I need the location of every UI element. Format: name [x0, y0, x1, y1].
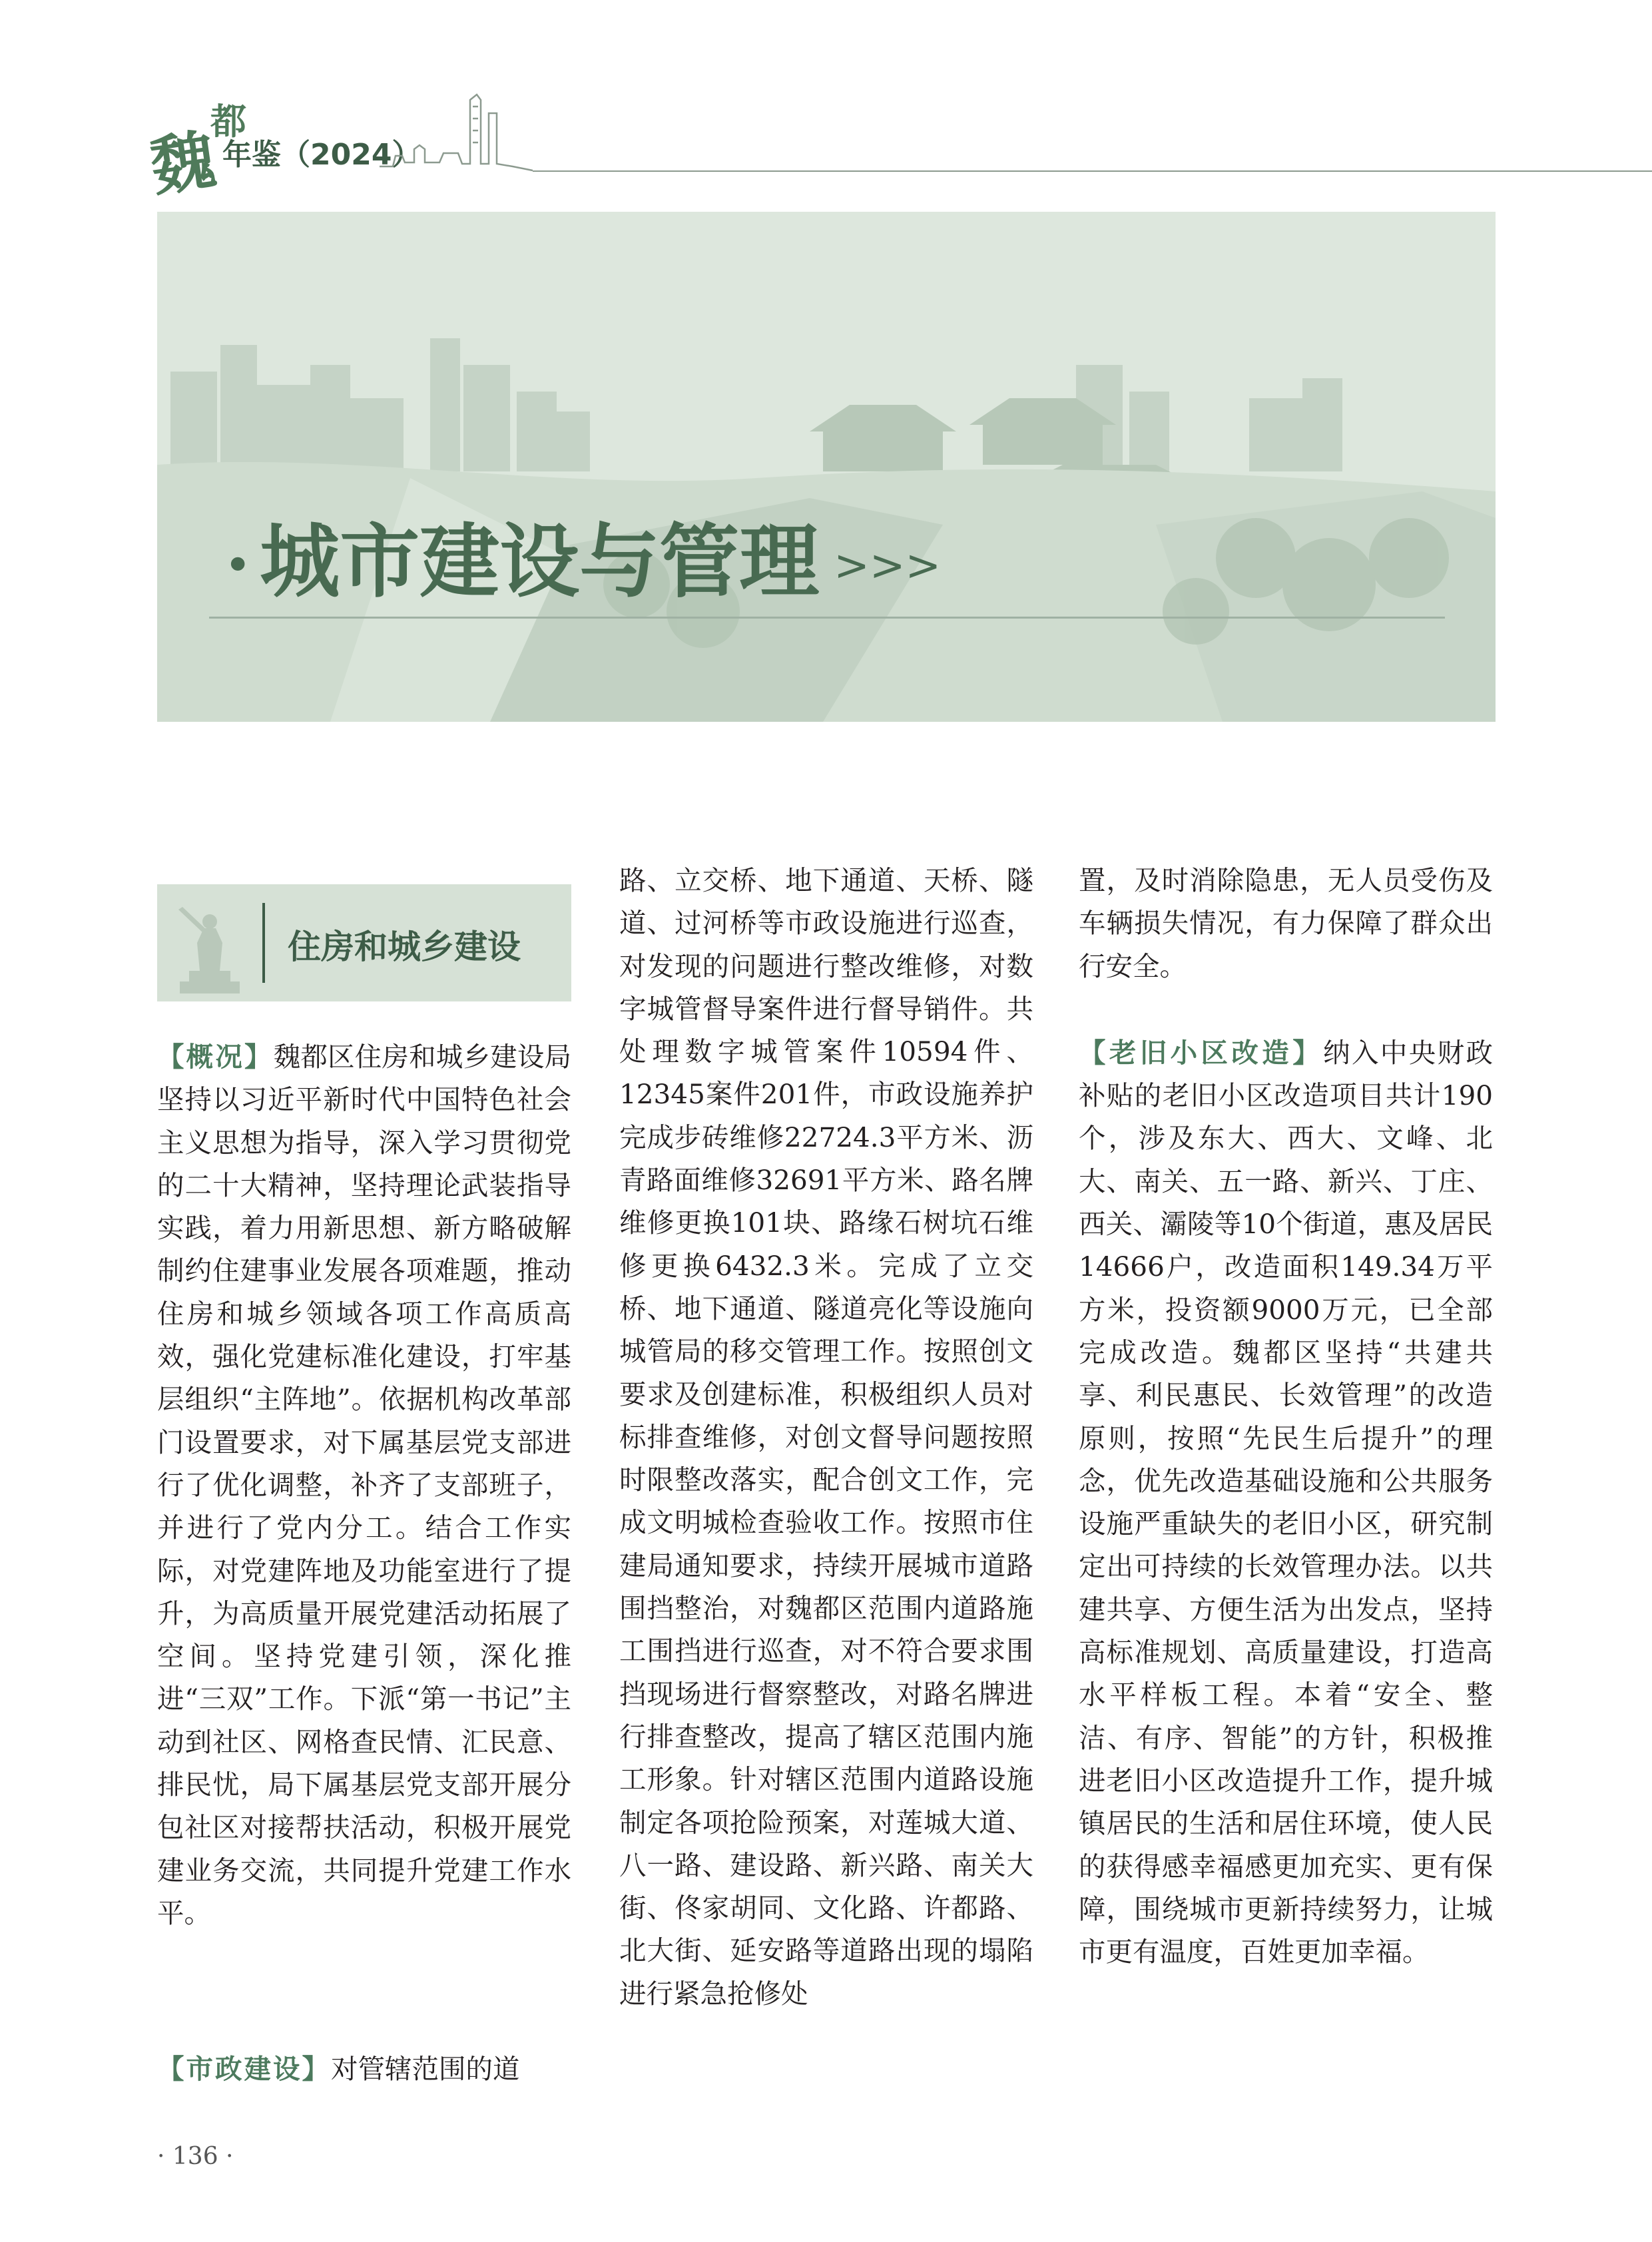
article-keyword-municipal: 【市政建设】 — [157, 2053, 331, 2085]
chapter-title-text: 城市建设与管理 — [260, 515, 820, 609]
section-title: 住房和城乡建设 — [288, 928, 521, 966]
chevrons-icon: >>> — [834, 541, 942, 591]
article-municipal-cont — [619, 859, 1033, 2015]
yearbook-title: 年鉴（2024） — [222, 138, 421, 172]
chapter-banner — [157, 212, 1496, 722]
page-number: · 136 · — [157, 2143, 234, 2170]
article-overview — [157, 1035, 571, 1934]
yearbook-logo-char-du: 都 — [210, 100, 246, 142]
article-old-community — [1079, 1031, 1493, 1974]
article-text-municipal-part3: 置，及时消除隐患，无人员受伤及车辆损失情况，有力保障了群众出行安全。 — [1079, 864, 1493, 982]
column-2 — [619, 859, 1033, 2015]
heading-divider — [262, 903, 265, 983]
column-1 — [157, 1035, 571, 1934]
title-bullet: · — [225, 521, 251, 607]
section-heading-box — [157, 884, 571, 1001]
header-rule — [533, 170, 1652, 172]
article-text-municipal-part2: 路、立交桥、地下通道、天桥、隧道、过河桥等市政设施进行巡查，对发现的问题进行整改维修，对数字城管督导案件进行督导销件。共处理数字城管案件10594件、12345案件201件，市政设施养护完成步砖维修22724.3平方米、沥青路面维修32691平方米、路名牌维修更换101块、路缘石树坑石维修更换6432.3米。完成了立交桥、地下通道、隧道亮化等设施向城管局的移交管理工作。按照创文要求及创建标准，积极组织人员对标排查维修，对创文督导问题按照时限整改落实，配合创文工作，完成文明城检查验收工作。按照市住建局通知要求，持续开展城市道路围挡整治，对魏都区范围内道路施工围挡进行巡查，对不符合要求围挡现场进行督察整改，对路名牌进行排查整改，提高了辖区范围内施工形象。针对辖区范围内道路设施制定各项抢险预案，对莲城大道、八一路、建设路、新兴路、南关大街、佟家胡同、文化路、许都路、北大街、延安路等道路出现的塌陷进行紧急抢修处 — [619, 864, 1033, 2010]
article-keyword-old-community: 【老旧小区改造】 — [1079, 1036, 1324, 1069]
chapter-title — [225, 498, 941, 613]
city-landscape-image — [157, 212, 1496, 722]
article-text-municipal-part1: 对管辖范围的道 — [331, 2053, 520, 2085]
article-municipal-start — [157, 2048, 571, 2090]
banner-rule — [209, 617, 1445, 619]
column-3 — [1079, 859, 1493, 1973]
statue-icon — [166, 896, 253, 996]
article-municipal-end — [1079, 859, 1493, 987]
skyline-icon — [380, 87, 539, 173]
article-keyword-overview: 【概况】 — [157, 1041, 274, 1073]
column-1-continued — [157, 2048, 571, 2090]
article-text-overview: 魏都区住房和城乡建设局坚持以习近平新时代中国特色社会主义思想为指导，深入学习贯彻党的二十大精神，坚持理论武装指导实践，着力用新思想、新方略破解制约住建事业发展各项难题，推动住房和城乡领域各项工作高质高效，强化党建标准化建设，打牢基层组织“主阵地”。依据机构改革部门设置要求，对下属基层党支部进行了优化调整，补齐了支部班子，并进行了党内分工。结合工作实际，对党建阵地及功能室进行了提升，为高质量开展党建活动拓展了空间。坚持党建引领，深化推进“三双”工作。下派“第一书记”主动到社区、网格查民情、汇民意、排民忧，局下属基层党支部开展分包社区对接帮扶活动，积极开展党建业务交流，共同提升党建工作水平。 — [157, 1041, 572, 1929]
article-text-old-community: 纳入中央财政补贴的老旧小区改造项目共计190个，涉及东大、西大、文峰、北大、南关、五一路、新兴、丁庄、西关、灞陵等10个街道，惠及居民14666户，改造面积149.34万平方米，投资额9000万元，已全部完成改造。魏都区坚持“共建共享、利民惠民、长效管理”的改造原则，按照“先民生后提升”的理念，优先改造基础设施和公共服务设施严重缺失的老旧小区，研究制定出可持续的长效管理办法。以共建共享、方便生活为出发点，坚持高标准规划、高质量建设，打造高水平样板工程。本着“安全、整洁、有序、智能”的方针，积极推进老旧小区改造提升工作，提升城镇居民的生活和居住环境，使人民的获得感幸福感更加充实、更有保障，围绕城市更新持续努力，让城市更有温度，百姓更加幸福。 — [1079, 1036, 1494, 1968]
yearbook-logo-char-wei: 魏 — [146, 121, 220, 206]
